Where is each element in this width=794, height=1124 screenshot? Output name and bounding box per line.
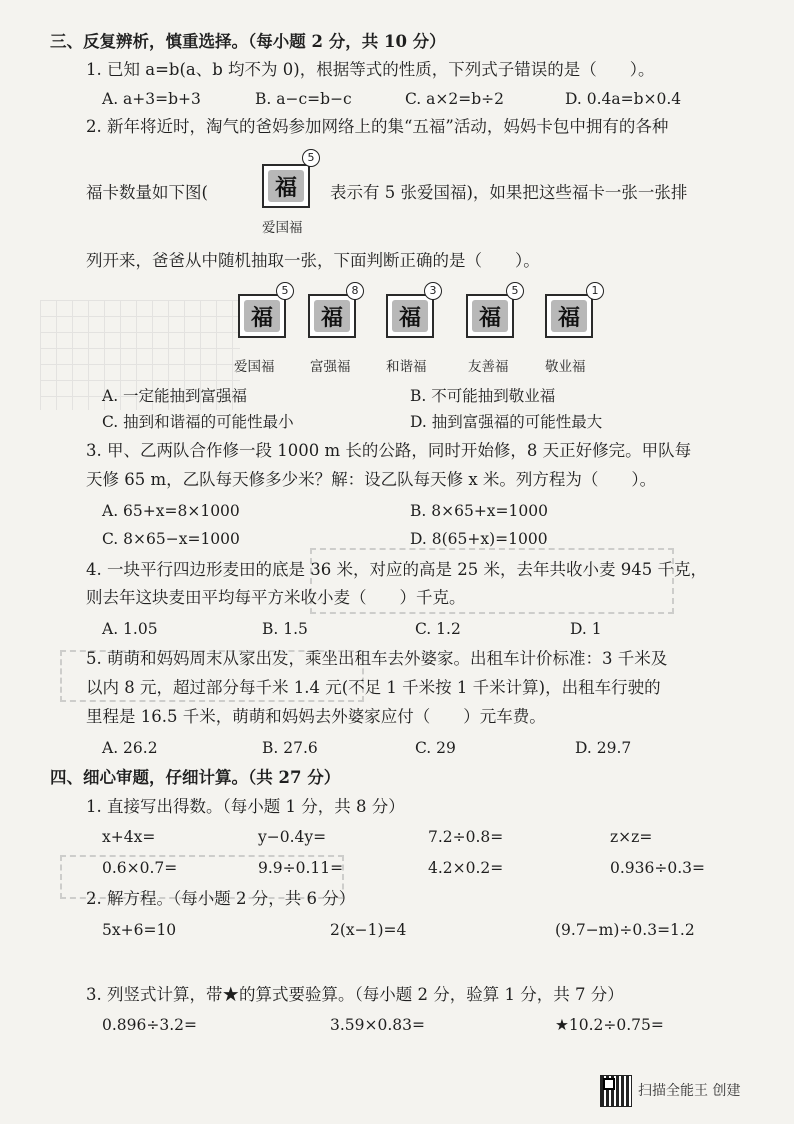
q3-option-a[interactable]: A. 65+x=8×1000 bbox=[102, 502, 240, 520]
count-badge: 3 bbox=[424, 282, 442, 300]
q2-option-b[interactable]: B. 不可能抽到敬业福 bbox=[410, 387, 556, 405]
q3-line1: 3. 甲、乙两队合作修一段 1000 m 长的公路，同时开始修，8 天正好修完。甲队每 bbox=[86, 441, 692, 460]
p1-item: 0.936÷0.3= bbox=[610, 859, 705, 877]
count-badge: 1 bbox=[586, 282, 604, 300]
section-3-title: 三、反复辨析，慎重选择。（每小题 2 分，共 10 分） bbox=[50, 32, 446, 51]
count-badge: 5 bbox=[302, 149, 320, 167]
count-badge: 5 bbox=[506, 282, 524, 300]
p2-item: 2(x−1)=4 bbox=[330, 921, 407, 939]
p1-title: 1. 直接写出得数。（每小题 1 分，共 8 分） bbox=[86, 797, 405, 816]
q4-option-d[interactable]: D. 1 bbox=[570, 620, 602, 638]
q5-line3: 里程是 16.5 千米，萌萌和妈妈去外婆家应付（ ）元车费。 bbox=[86, 707, 546, 726]
count-badge: 5 bbox=[276, 282, 294, 300]
q2-option-a[interactable]: A. 一定能抽到富强福 bbox=[102, 387, 248, 405]
p1-item: 7.2÷0.8= bbox=[428, 828, 504, 846]
fu-card-fuqiang bbox=[308, 294, 356, 338]
q4-option-b[interactable]: B. 1.5 bbox=[262, 620, 308, 638]
card-label: 富强福 bbox=[310, 359, 351, 375]
p1-item: y−0.4y= bbox=[258, 828, 327, 846]
fu-card-hexie bbox=[386, 294, 434, 338]
q5-option-a[interactable]: A. 26.2 bbox=[102, 739, 158, 757]
q5-option-d[interactable]: D. 29.7 bbox=[575, 739, 632, 757]
q5-option-c[interactable]: C. 29 bbox=[415, 739, 456, 757]
card-label: 敬业福 bbox=[545, 359, 586, 375]
qr-code-icon bbox=[600, 1075, 632, 1107]
fu-card-jingye bbox=[545, 294, 593, 338]
fu-glyph: 福 bbox=[268, 170, 304, 202]
count-badge: 8 bbox=[346, 282, 364, 300]
q4-option-a[interactable]: A. 1.05 bbox=[102, 620, 158, 638]
fu-glyph: 福 bbox=[314, 300, 350, 332]
p1-item: z×z= bbox=[610, 828, 653, 846]
scanner-watermark: 扫描全能王 创建 bbox=[638, 1083, 741, 1099]
p3-item: 0.896÷3.2= bbox=[102, 1016, 197, 1034]
fu-glyph: 福 bbox=[244, 300, 280, 332]
q3-option-b[interactable]: B. 8×65+x=1000 bbox=[410, 502, 548, 520]
fu-card-youshan bbox=[466, 294, 514, 338]
p1-item: x+4x= bbox=[102, 828, 156, 846]
q1-option-b[interactable]: B. a−c=b−c bbox=[255, 90, 352, 108]
q2-line1: 2. 新年将近时，淘气的爸妈参加网络上的集“五福”活动，妈妈卡包中拥有的各种 bbox=[86, 117, 669, 136]
q1-option-c[interactable]: C. a×2=b÷2 bbox=[405, 90, 505, 108]
section-4-title: 四、细心审题，仔细计算。（共 27 分） bbox=[50, 768, 341, 787]
q5-line1: 5. 萌萌和妈妈周末从家出发，乘坐出租车去外婆家。出租车计价标准：3 千米及 bbox=[86, 649, 668, 668]
fu-card-aiguo bbox=[238, 294, 286, 338]
p2-title: 2. 解方程。（每小题 2 分，共 6 分） bbox=[86, 889, 356, 908]
fu-glyph: 福 bbox=[472, 300, 508, 332]
p2-item: (9.7−m)÷0.3=1.2 bbox=[555, 921, 695, 939]
q5-line2: 以内 8 元，超过部分每千米 1.4 元(不足 1 千米按 1 千米计算)，出租车行驶的 bbox=[86, 678, 661, 697]
q2-line3: 列开来，爸爸从中随机抽取一张，下面判断正确的是（ ）。 bbox=[86, 251, 540, 270]
q1-stem: 1. 已知 a=b(a、b 均不为 0)，根据等式的性质，下列式子错误的是（ ）。 bbox=[86, 60, 655, 79]
q2-option-d[interactable]: D. 抽到富强福的可能性最大 bbox=[410, 413, 603, 431]
q4-line2: 则去年这块麦田平均每平方米收小麦（ ）千克。 bbox=[86, 588, 466, 607]
q1-option-d[interactable]: D. 0.4a=b×0.4 bbox=[565, 90, 682, 108]
p3-title: 3. 列竖式计算，带★的算式要验算。（每小题 2 分，验算 1 分，共 7 分） bbox=[86, 985, 624, 1004]
q1-option-a[interactable]: A. a+3=b+3 bbox=[102, 90, 201, 108]
card-label: 友善福 bbox=[468, 359, 509, 375]
fu-glyph: 福 bbox=[551, 300, 587, 332]
card-label: 和谐福 bbox=[386, 359, 427, 375]
p1-item: 9.9÷0.11= bbox=[258, 859, 344, 877]
card-label: 爱国福 bbox=[262, 220, 303, 236]
p3-item: 3.59×0.83= bbox=[330, 1016, 425, 1034]
q4-line1: 4. 一块平行四边形麦田的底是 36 米，对应的高是 25 米，去年共收小麦 945 千克， bbox=[86, 560, 707, 579]
q5-option-b[interactable]: B. 27.6 bbox=[262, 739, 318, 757]
fu-card-example bbox=[262, 164, 310, 208]
card-label: 爱国福 bbox=[234, 359, 275, 375]
p1-item: 0.6×0.7= bbox=[102, 859, 178, 877]
q3-line2: 天修 65 m，乙队每天修多少米？解：设乙队每天修 x 米。列方程为（ ）。 bbox=[86, 470, 657, 489]
p2-item: 5x+6=10 bbox=[102, 921, 177, 939]
q2-line2-post: 表示有 5 张爱国福)，如果把这些福卡一张一张排 bbox=[330, 183, 688, 202]
q2-option-c[interactable]: C. 抽到和谐福的可能性最小 bbox=[102, 413, 294, 431]
q3-option-d[interactable]: D. 8(65+x)=1000 bbox=[410, 530, 548, 548]
q3-option-c[interactable]: C. 8×65−x=1000 bbox=[102, 530, 240, 548]
q4-option-c[interactable]: C. 1.2 bbox=[415, 620, 461, 638]
p3-item: ★10.2÷0.75= bbox=[555, 1016, 664, 1034]
q2-line2-pre: 福卡数量如下图( bbox=[86, 183, 208, 202]
fu-glyph: 福 bbox=[392, 300, 428, 332]
p1-item: 4.2×0.2= bbox=[428, 859, 504, 877]
